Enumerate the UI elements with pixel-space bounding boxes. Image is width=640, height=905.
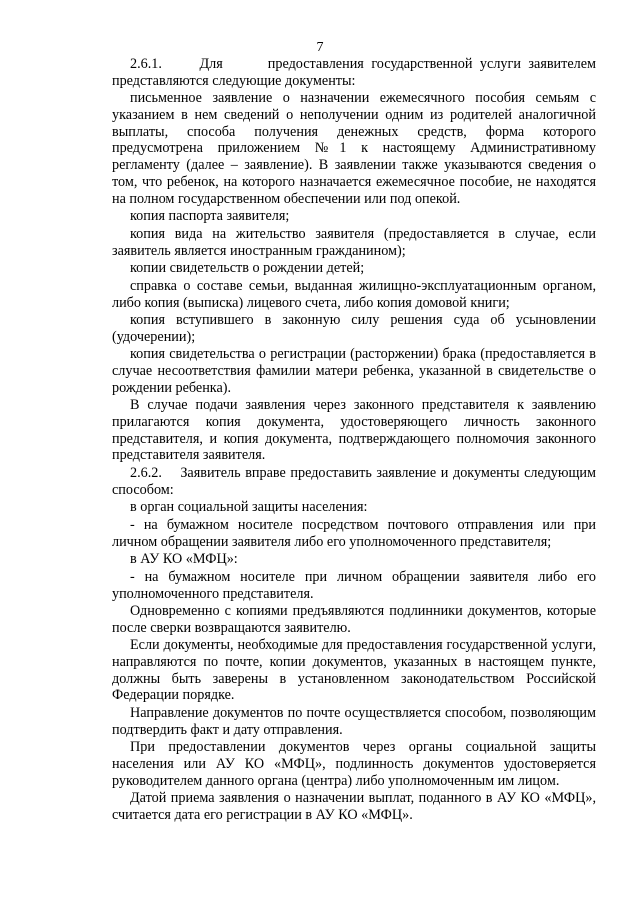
document-body [112,56,596,824]
paragraph-mail-confirmation: Направление документов по почте осуществляется способом, позволяющим подтвердить факт и дату отправления. [112,705,596,738]
paragraph-originals: Одновременно с копиями предъявляются подлинники документов, которые после сверки возвращаются заявителю. [112,603,596,636]
paragraph-paper-mail: - на бумажном носителе посредством почтового отправления или при личном обращении заявителя либо его уполномоченного представителя; [112,517,596,550]
paragraph-2-6-2: 2.6.2. Заявитель вправе предоставить заявление и документы следующим способом: [112,465,596,498]
paragraph-2-6-1: 2.6.1. Для предоставления государственной услуги заявителем представляются следующие документы: [112,56,596,89]
paragraph-mfc: в АУ КО «МФЦ»: [130,551,238,567]
paragraph-legal-representative: В случае подачи заявления через законного представителя к заявлению прилагаются копия документа, удостоверяющего личность законного представителя, и копия документа, подтверждающего полномочия законного представителя заявителя. [112,397,596,464]
paragraph-authenticity: При предоставлении документов через органы социальной защиты населения или АУ КО «МФЦ», подлинность документов удостоверяется руководителем данного органа (центра) либо уполномоченным им лицом. [112,739,596,789]
paragraph-application: письменное заявление о назначении ежемесячного пособия семьям с указанием в нем сведений о неполучении одним из родителей аналогичной выплаты, способа получения денежных средств, форма которого предусмотрена приложением №1 к настоящему Административному регламенту (далее – заявление). В заявлении также указываются сведения о том, что ребенок, на которого назначается ежемесячное пособие, не находятся на полном государственном обеспечении или под опекой. [112,90,596,207]
paragraph-date-of-receipt: Датой приема заявления о назначении выплат, поданного в АУ КО «МФЦ», считается дата его регистрации в АУ КО «МФЦ». [112,790,596,823]
paragraph-family-certificate: справка о составе семьи, выданная жилищно-эксплуатационным органом, либо копия (выписка) лицевого счета, либо копия домовой книги; [112,278,596,311]
paragraph-court-decision: копия вступившего в законную силу решения суда об усыновлении (удочерении); [112,312,596,345]
paragraph-marriage-certificate: копия свидетельства о регистрации (расторжении) брака (предоставляется в случае несоответствия фамилии матери ребенка, указанной в свидетельстве о рождении ребенка). [112,346,596,396]
paragraph-social-protection-body: в орган социальной защиты населения: [130,499,368,515]
paragraph-residence-permit: копия вида на жительство заявителя (предоставляется в случае, если заявитель является иностранным гражданином); [112,226,596,259]
paragraph-passport-copy: копия паспорта заявителя; [130,208,290,224]
paragraph-birth-certificates: копии свидетельств о рождении детей; [130,260,365,276]
paragraph-paper-personal: - на бумажном носителе при личном обращении заявителя либо его уполномоченного представителя. [112,569,596,602]
paragraph-by-mail: Если документы, необходимые для предоставления государственной услуги, направляются по почте, копии документов, указанных в настоящем пункте, должны быть заверены в установленном законодательством Российской Федерации порядке. [112,637,596,704]
page-number: 7 [316,40,324,55]
